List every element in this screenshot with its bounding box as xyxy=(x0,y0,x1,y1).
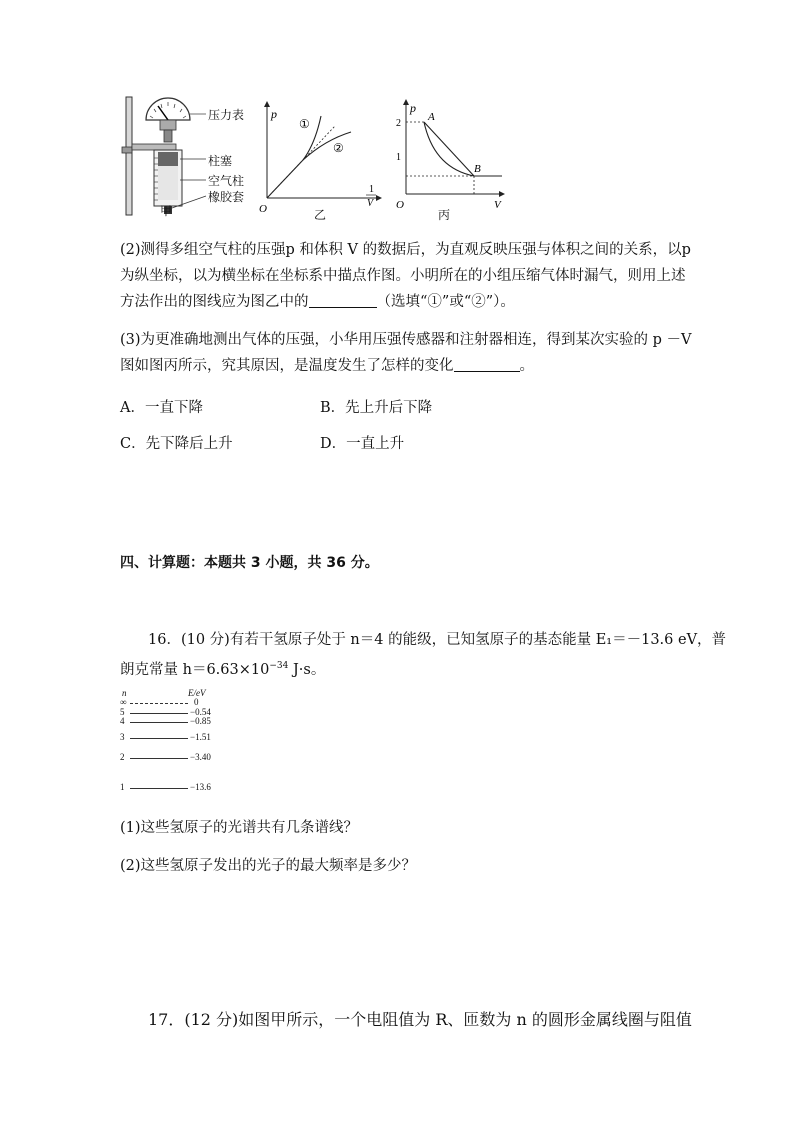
level-line-1 xyxy=(130,788,188,789)
figure-yi-label: 乙 xyxy=(314,208,327,222)
q15-part2-line3-text: 方法作出的图线应为图乙中的 xyxy=(120,294,309,310)
q15-part2-line3-suffix: （选填“①”或“②”）。 xyxy=(376,294,515,310)
level-n-4: 4 xyxy=(120,716,125,726)
q17-line1: 17．(12 分)如图甲所示，一个电阻值为 R、匝数为 n 的圆形金属线圈与阻值 xyxy=(148,1010,692,1029)
q15-option-c[interactable]: C．先下降后上升 xyxy=(120,436,233,452)
level-line-5 xyxy=(130,713,188,714)
q16-line2-unit: J·s。 xyxy=(288,661,326,678)
q16-exponent: −34 xyxy=(269,661,289,671)
yi-origin-label: O xyxy=(259,203,267,215)
q15-option-d[interactable]: D．一直上升 xyxy=(320,436,405,452)
q15-part3-line2-suffix: 。 xyxy=(519,358,534,374)
diagram-n-header: n xyxy=(122,688,127,698)
q15-part3-line1: (3)为更准确地测出气体的压强，小华用压强传感器和注射器相连，得到某次实验的 p －V xyxy=(120,332,692,348)
q16-sub2: (2)这些氢原子发出的光子的最大频率是多少？ xyxy=(120,858,417,874)
level-n-inf: ∞ xyxy=(120,697,127,707)
q15-part2-answer-blank[interactable] xyxy=(309,293,377,308)
level-n-1: 1 xyxy=(120,782,125,792)
level-e-5: −0.54 xyxy=(190,707,211,717)
level-line-2 xyxy=(130,758,188,759)
q15-part2-line2: 为纵坐标，以为横坐标在坐标系中描点作图。小明所在的小组压缩气体时漏气，则用上述 xyxy=(120,268,686,284)
level-e-3: −1.51 xyxy=(190,732,211,742)
q16-line1: 16．(10 分)有若干氢原子处于 n＝4 的能级，已知氢原子的基态能量 E₁＝－13.6 eV，普 xyxy=(148,632,727,648)
bing-point-b: B xyxy=(474,163,481,175)
bing-point-a: A xyxy=(428,111,435,123)
level-e-4: −0.85 xyxy=(190,716,211,726)
bing-x-axis-label: V xyxy=(494,199,501,211)
bing-tick-1: 1 xyxy=(396,152,401,163)
figure-bing-graph xyxy=(390,98,510,218)
figure-jia-label: 甲 xyxy=(160,204,173,218)
bing-origin-label: O xyxy=(396,199,404,211)
callout-rubber-cap: 橡胶套 xyxy=(208,190,245,204)
level-e-1: −13.6 xyxy=(190,782,211,792)
q16-line2-text: 朗克常量 h＝6.63×10 xyxy=(120,661,270,678)
q16-line2 xyxy=(120,656,325,680)
q15-option-b[interactable]: B．先上升后下降 xyxy=(320,400,433,416)
level-line-inf xyxy=(130,703,188,704)
q15-part2-line1: (2)测得多组空气柱的压强p 和体积 V 的数据后，为直观反映压强与体积之间的关系，以p xyxy=(120,242,691,258)
level-n-3: 3 xyxy=(120,732,125,742)
level-n-5: 5 xyxy=(120,707,125,717)
callout-pressure-gauge: 压力表 xyxy=(208,108,245,122)
yi-curve-1-label: ① xyxy=(299,117,310,131)
bing-tick-2: 2 xyxy=(396,118,401,129)
q15-part3-line2 xyxy=(120,356,534,376)
yi-curve-2-label: ② xyxy=(333,141,344,155)
callout-air-column: 空气柱 xyxy=(208,174,245,188)
level-e-2: −3.40 xyxy=(190,752,211,762)
yi-y-axis-label: p xyxy=(271,107,277,121)
bing-y-axis-label: p xyxy=(410,101,416,115)
yi-x-axis-denominator: V xyxy=(367,198,374,209)
diagram-e-header: E/eV xyxy=(188,688,206,698)
level-line-4 xyxy=(130,722,188,723)
level-e-inf: 0 xyxy=(194,697,199,707)
q15-part3-answer-blank[interactable] xyxy=(454,357,520,372)
q15-part3-line2-text: 图如图丙所示，究其原因，是温度发生了怎样的变化 xyxy=(120,358,454,374)
level-line-3 xyxy=(130,738,188,739)
section-4-title: 四、计算题：本题共 3 小题，共 36 分。 xyxy=(120,555,379,571)
yi-x-axis-numerator: 1 xyxy=(369,184,374,195)
energy-level-diagram xyxy=(118,686,238,796)
q16-sub1: (1)这些氢原子的光谱共有几条谱线？ xyxy=(120,820,359,836)
q15-part2-line3 xyxy=(120,292,515,312)
callout-plunger: 柱塞 xyxy=(208,154,233,168)
q15-option-a[interactable]: A．一直下降 xyxy=(120,400,203,416)
level-n-2: 2 xyxy=(120,752,125,762)
figure-bing-label: 丙 xyxy=(438,208,451,222)
